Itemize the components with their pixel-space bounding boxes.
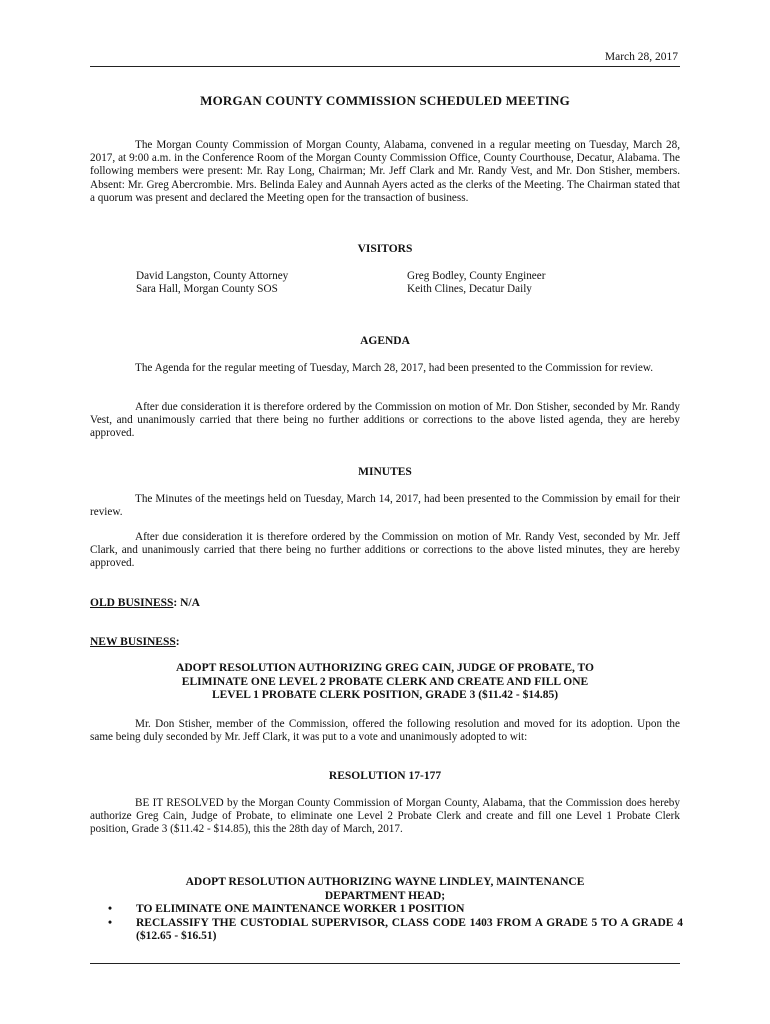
caption-line: DEPARTMENT HEAD;	[324, 889, 446, 902]
item2-caption	[90, 876, 680, 903]
caption-line: ADOPT RESOLUTION AUTHORIZING WAYNE LINDLEY, MAINTENANCE	[185, 876, 585, 888]
minutes-heading: MINUTES	[358, 466, 412, 478]
minutes-paragraph-1: The Minutes of the meetings held on Tuesday, March 14, 2017, had been presented to the Commission by email for their review.	[90, 493, 680, 519]
old-business-value: : N/A	[173, 597, 200, 609]
list-item	[108, 903, 683, 917]
bullet-icon: •	[108, 916, 113, 929]
footer-rule	[90, 963, 680, 964]
new-business-line	[90, 636, 180, 649]
caption-line: ELIMINATE ONE LEVEL 2 PROBATE CLERK AND CREATE AND FILL ONE	[181, 675, 589, 688]
resolution-heading: RESOLUTION 17-177	[328, 770, 442, 782]
old-business-line	[90, 597, 200, 610]
visitor-name: David Langston, County Attorney	[136, 270, 289, 282]
caption-line: ADOPT RESOLUTION AUTHORIZING GREG CAIN, JUDGE OF PROBATE, TO	[176, 662, 594, 674]
bullet-icon: •	[108, 903, 113, 915]
item1-caption	[90, 662, 680, 703]
agenda-paragraph-2: After due consideration it is therefore ordered by the Commission on motion of Mr. Don Stisher, seconded by Mr. Randy Vest, and unanimously carried that there being no further additions or corrections to the above listed agenda, they are hereby approved.	[90, 401, 680, 440]
visitors-right-column	[407, 270, 647, 296]
old-business-label: OLD BUSINESS	[90, 597, 174, 609]
agenda-paragraph-1: The Agenda for the regular meeting of Tuesday, March 28, 2017, had been presented to the Commission for review.	[135, 362, 654, 374]
list-item	[108, 917, 683, 944]
new-business-suffix: :	[175, 636, 180, 648]
visitor-name: Sara Hall, Morgan County SOS	[136, 283, 278, 296]
caption-line: LEVEL 1 PROBATE CLERK POSITION, GRADE 3 ($11.42 - $14.85)	[211, 689, 559, 701]
item2-bullet-list	[108, 903, 683, 944]
item1-motion-paragraph: Mr. Don Stisher, member of the Commission, offered the following resolution and moved for its adoption. Upon the same being duly seconded by Mr. Jeff Clark, it was put to a vote and unanimously adopted to wit:	[90, 718, 680, 744]
visitor-name: Keith Clines, Decatur Daily	[407, 283, 532, 296]
header-rule	[90, 66, 680, 67]
bullet-text: TO ELIMINATE ONE MAINTENANCE WORKER 1 POSITION	[136, 903, 465, 915]
minutes-paragraph-2: After due consideration it is therefore ordered by the Commission on motion of Mr. Randy Vest, seconded by Mr. Jeff Clark, and unanimously carried that there being no further additions or corrections to the above listed minutes, they are hereby approved.	[90, 531, 680, 570]
intro-paragraph: The Morgan County Commission of Morgan County, Alabama, convened in a regular meeting on Tuesday, March 28, 2017, at 9:00 a.m. in the Conference Room of the Morgan County Commission Office, County Courthouse, Decatur, Alabama. The following members were present: Mr. Ray Long, Chairman; Mr. Jeff Clark and Mr. Randy Vest, and Mr. Don Stisher, members. Absent: Mr. Greg Abercrombie. Mrs. Belinda Ealey and Aunnah Ayers acted as the clerks of the Meeting. The Chairman stated that a quorum was present and declared the Meeting open for the transaction of business.	[90, 139, 680, 204]
bullet-text: RECLASSIFY THE CUSTODIAL SUPERVISOR, CLASS CODE 1403 FROM A GRADE 5 TO A GRADE 4 ($12.65 - $16.51)	[136, 916, 683, 942]
visitors-left-column	[136, 270, 376, 296]
visitors-heading: VISITORS	[357, 243, 413, 255]
visitor-name: Greg Bodley, County Engineer	[407, 270, 546, 282]
resolution-paragraph: BE IT RESOLVED by the Morgan County Commission of Morgan County, Alabama, that the Commission does hereby authorize Greg Cain, Judge of Probate, to eliminate one Level 2 Probate Clerk and create and fill one Level 1 Probate Clerk position, Grade 3 ($11.42 - $14.85), this the 28th day of March, 2017.	[90, 797, 680, 836]
document-title: MORGAN COUNTY COMMISSION SCHEDULED MEETING	[200, 93, 570, 108]
new-business-label: NEW BUSINESS	[90, 636, 176, 648]
page-date: March 28, 2017	[604, 51, 678, 63]
agenda-heading: AGENDA	[360, 335, 410, 347]
